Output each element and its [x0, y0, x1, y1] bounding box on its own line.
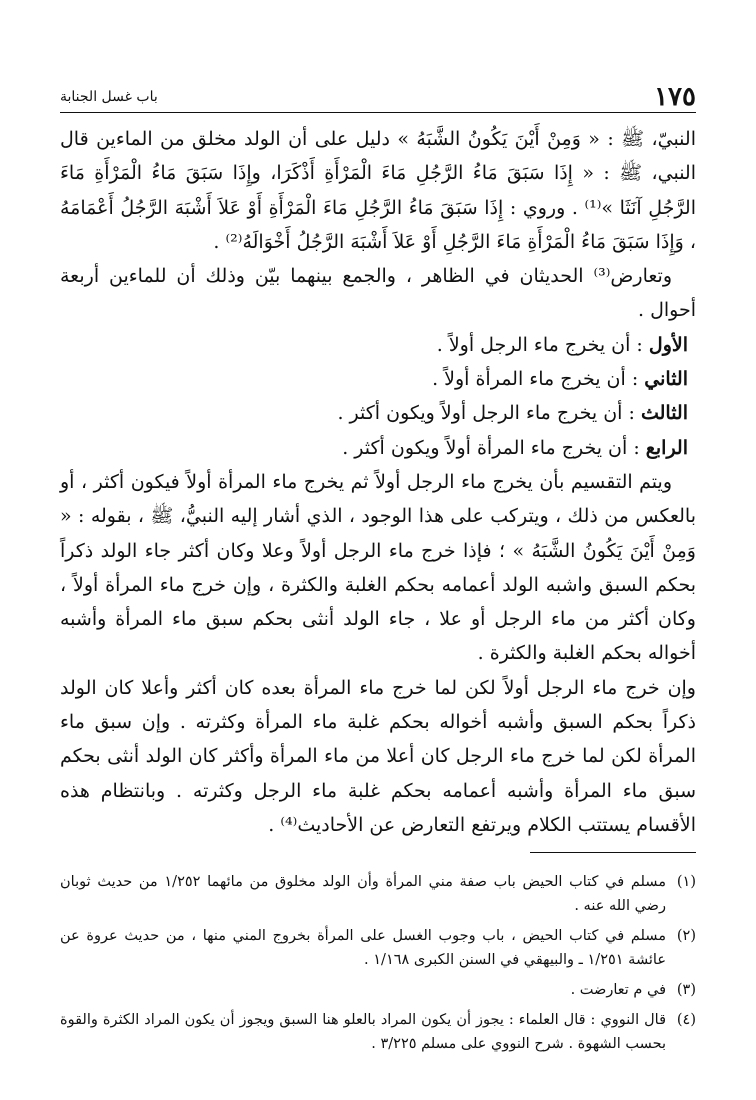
footnote-text: مسلم في كتاب الحيض باب صفة مني المرأة وأن الولد مخلوق من مائهما ١/٢٥٢ من حديث ثوبان رضي الله عنه . — [60, 874, 667, 914]
footnote-number: (١) — [676, 874, 696, 890]
list-label: الأول — [648, 333, 688, 356]
footnotes — [60, 870, 696, 1062]
page-header — [60, 82, 696, 113]
footnote-3 — [60, 978, 696, 1002]
list-item-fourth — [60, 431, 696, 465]
main-text — [60, 122, 696, 842]
page-number: ١٧٥ — [654, 82, 696, 112]
footnote-number: (٤) — [676, 1012, 696, 1028]
list-item-third — [60, 396, 696, 430]
paragraph-4: وإن خرج ماء الرجل أولاً لكن لما خرج ماء المرأة بعده كان أكثر وأعلا كان الولد ذكراً بحكم السبق وأشبه أخواله بحكم غلبة ماء المرأة وكثرته . وإن سبق ماء المرأة لكن لما خرج ماء الرجل كان أعلا من ماء المرأة وأكثر كان الولد أنثى بحكم سبق ماء المرأة وأشبه أعمامه بحكم غلبة ماء الرجل وكثرته . وبانتظام هذه الأقسام يستتب الكلام ويرتفع التعارض عن الأحاديث⁽⁴⁾ . — [60, 676, 696, 836]
list-text: : أن يخرج ماء الرجل أولاً ويكون أكثر . — [337, 402, 635, 425]
list-item-first — [60, 328, 696, 362]
list-text: : أن يخرج ماء المرأة أولاً . — [432, 368, 639, 391]
list-item-second — [60, 362, 696, 396]
footnote-divider — [530, 852, 696, 853]
footnote-4 — [60, 1008, 696, 1056]
list-label: الثاني — [644, 368, 688, 391]
running-title: باب غسل الجنابة — [60, 89, 158, 105]
paragraph-1: النبيّ، ﷺ : « وَمِنْ أَيْنَ يَكُونُ الشَّبَهُ » دليل على أن الولد مخلق من الماءين قال النبي، ﷺ : « إِذَا سَبَقَ مَاءُ الرَّجُلِ مَاءَ الْمَرْأَةِ أَذْكَرَا، وإِذَا سَبَقَ مَاءُ الْمَرْأَةِ مَاءَ الرَّجُلِ آنَثَا »⁽¹⁾ . وروي : إِذَا سَبَقَ مَاءُ الرَّجُلِ مَاءَ الْمَرْأَةِ أَوْ عَلاَ أَشْبَهَ الرَّجُلُ أَعْمَامَهُ ، وَإِذَا سَبَقَ مَاءُ الْمَرْأَةِ مَاءَ الرَّجُلِ أَوْ عَلاَ أَشْبَهَ الرَّجُلُ أَخْوَالَهُ⁽²⁾ . — [60, 128, 696, 253]
footnote-text: مسلم في كتاب الحيض ، باب وجوب الغسل على المرأة بخروج المني منها ، من حديث عروة عن عائشة ١/٢٥١ ـ والبيهقي في السنن الكبرى ١/١٦٨ . — [60, 928, 666, 968]
footnote-number: (٣) — [676, 982, 696, 998]
list-label: الثالث — [640, 402, 688, 425]
footnote-2 — [60, 924, 696, 972]
footnote-text: قال النووي : قال العلماء : يجوز أن يكون المراد بالعلو هنا السبق ويجوز أن يكون المراد الكثرة والقوة بحسب الشهوة . شرح النووي على مسلم ٣/٢٢٥ . — [60, 1012, 666, 1052]
footnote-1 — [60, 870, 696, 918]
list-text: : أن يخرج ماء الرجل أولاً . — [436, 333, 643, 356]
footnote-number: (٢) — [676, 928, 696, 944]
list-text: : أن يخرج ماء المرأة أولاً ويكون أكثر . — [342, 436, 640, 459]
paragraph-2: وتعارض⁽³⁾ الحديثان في الظاهر ، والجمع بينهما بيّن وذلك أن للماءين أربعة أحوال . — [60, 265, 696, 322]
footnote-text: في م تعارضت . — [570, 982, 666, 998]
paragraph-3: ويتم التقسيم بأن يخرج ماء الرجل أولاً ثم يخرج ماء المرأة أولاً فيكون أكثر ، أو بالعكس من ذلك ، ويترکب على هذا الوجود ، الذي أشار إليه النبيُّ، ﷺ ، بقوله : « وَمِنْ أَيْنَ يَكُونُ الشَّبَهُ » ؛ فإذا خرج ماء الرجل أولاً وعلا وكان أكثر جاء الولد ذكراً بحكم السبق واشبه الولد أعمامه بحكم الغلبة والكثرة ، وإن خرج ماء المرأة أولاً ، وكان أكثر من ماء الرجل أو علا ، جاء الولد أنثى بحكم سبق ماء المرأة وأشبه أخواله بحكم الغلبة والكثرة . — [60, 470, 696, 665]
list-label: الرابع — [645, 436, 688, 459]
